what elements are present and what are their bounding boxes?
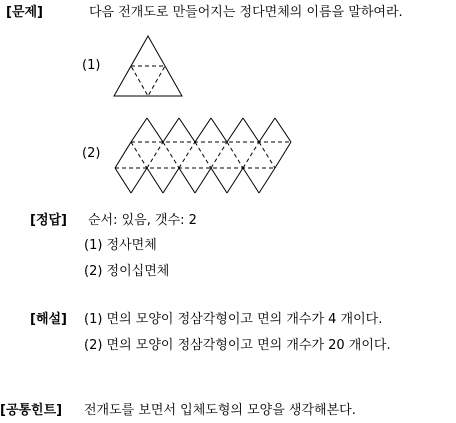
ico-outline-edge [211,168,227,193]
ico-outline-edge [275,118,291,142]
ico-outline-edge [115,168,131,193]
answer-tag: [정답] [30,213,67,228]
problem-tag: [문제] [6,5,43,20]
ico-fold-line [211,142,227,168]
hint-text: 전개도를 보면서 입체도형의 모양을 생각해본다. [84,403,356,418]
ico-fold-line [147,142,163,168]
ico-fold-line [227,142,243,168]
ico-outline-edge [131,118,147,142]
ico-outline-edge [163,168,179,193]
tetrahedron-fold-lines [131,66,165,96]
ico-outline-edge [147,168,163,193]
ico-outline-edge [195,168,211,193]
answer-item-1: (1) 정사면체 [84,238,157,253]
ico-fold-line [195,142,211,168]
ico-outline-edge [147,118,163,142]
ico-outline-edge [243,168,259,193]
problem-text: 다음 전개도로 만들어지는 정다면체의 이름을 말하여라. [89,5,403,20]
hint-tag: [공통힌트] [0,403,63,418]
ico-outline-edge [179,168,195,193]
ico-outline-edge [227,168,243,193]
ico-outline-edge [259,168,275,193]
figure1-label: (1) [82,58,101,73]
ico-outline-edge [211,118,227,142]
ico-outline-edge [259,118,275,142]
ico-outline-edge [275,142,291,168]
explanation-line-1: (1) 면의 모양이 정삼각형이고 면의 개수가 4 개이다. [84,312,383,327]
ico-fold-line [243,142,259,168]
ico-outline-edge [131,168,147,193]
ico-outline-edge [227,118,243,142]
ico-outline-edge [179,118,195,142]
answer-order-line: 순서: 있음, 갯수: 2 [88,213,197,228]
answer-item-2: (2) 정이십면체 [84,264,170,279]
explanation-line-2: (2) 면의 모양이 정삼각형이고 면의 개수가 20 개이다. [84,338,391,353]
ico-fold-line [179,142,195,168]
ico-outline-edge [243,118,259,142]
icosahedron-net [115,118,291,193]
ico-outline-edge [115,142,131,168]
ico-outline-edge [195,118,211,142]
ico-fold-line [163,142,179,168]
explanation-tag: [해설] [30,312,67,327]
ico-outline-edge [163,118,179,142]
ico-fold-line [131,142,147,168]
ico-fold-line [259,142,275,168]
tetrahedron-net [114,36,182,96]
figure2-label: (2) [82,146,101,161]
